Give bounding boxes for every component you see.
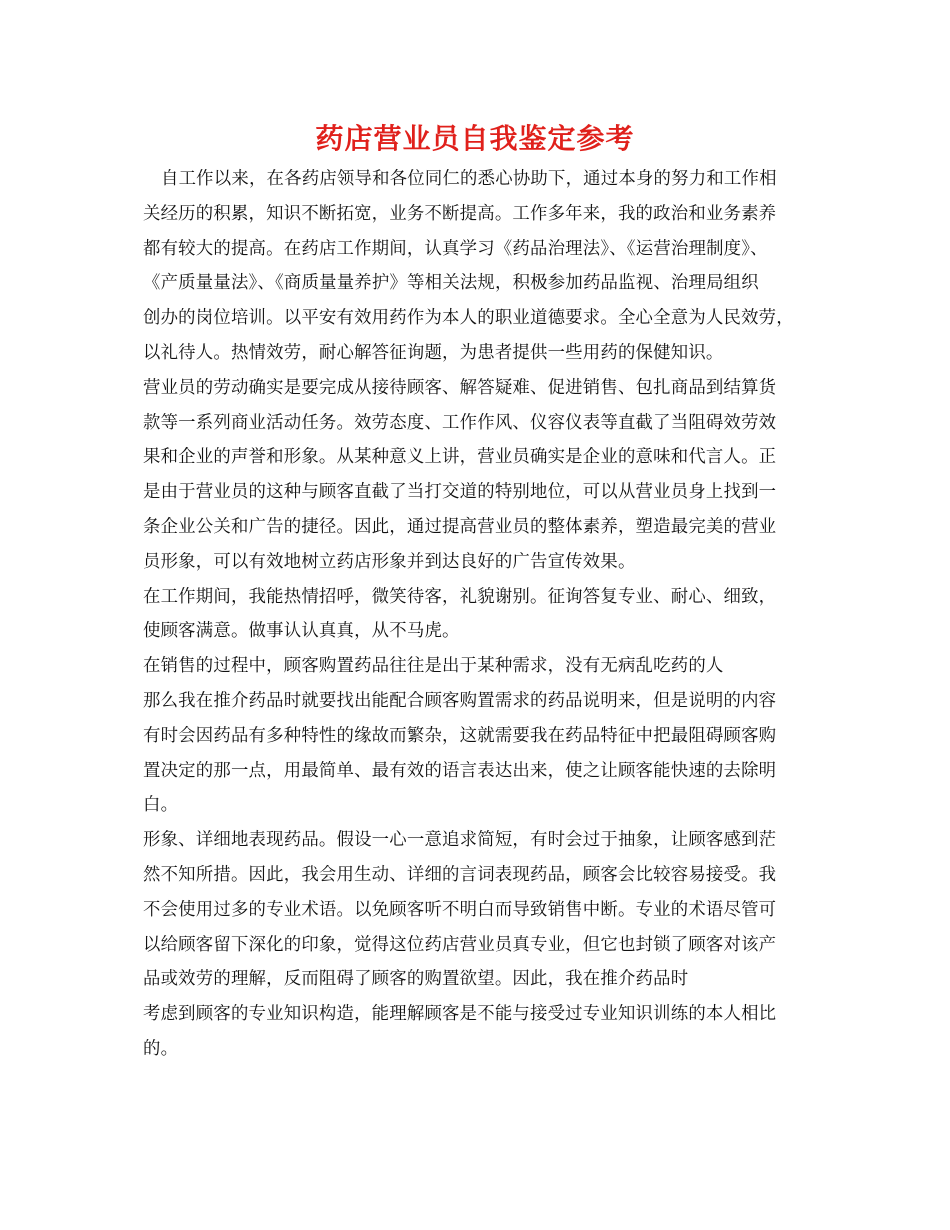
- body-line: 创办的岗位培训。以平安有效用药作为本人的职业道德要求。全心全意为人民效劳，: [143, 308, 794, 329]
- body-line: 条企业公关和广告的捷径。因此，通过提高营业员的整体素养，塑造最完美的营业: [143, 516, 777, 537]
- body-line: 《产质量量法》、《商质量量养护》等相关法规，积极参加药品监视、治理局组织: [143, 273, 759, 294]
- body-line: 考虑到顾客的专业知识构造，能理解顾客是不能与接受过专业知识训练的本人相比: [143, 1004, 777, 1025]
- body-line: 以礼待人。热情效劳，耐心解答征询题，为患者提供一些用药的保健知识。: [143, 342, 724, 363]
- body-line: 都有较大的提高。在药店工作期间，认真学习《药品治理法》、《运营治理制度》、: [143, 238, 768, 259]
- body-line: 在工作期间，我能热情招呼，微笑待客，礼貌谢别。征询答复专业、耐心、细致，: [143, 586, 777, 607]
- body-line: 在销售的过程中，顾客购置药品往往是出于某种需求，没有无病乱吃药的人: [143, 656, 724, 677]
- body-line: 不会使用过多的专业术语。以免顾客听不明白而导致销售中断。专业的术语尽管可: [143, 899, 777, 920]
- body-line: 使顾客满意。做事认认真真，从不马虎。: [143, 621, 460, 642]
- body-line: 白。: [143, 795, 179, 816]
- body-line: 然不知所措。因此，我会用生动、详细的言词表现药品，顾客会比较容易接受。我: [143, 864, 777, 885]
- body-line: 有时会因药品有多种特性的缘故而繁杂，这就需要我在药品特征中把最阻碍顾客购: [143, 725, 777, 746]
- body-line: 是由于营业员的这种与顾客直截了当打交道的特别地位，可以从营业员身上找到一: [143, 482, 777, 503]
- body-line: 款等一系列商业活动任务。效劳态度、工作作风、仪容仪表等直截了当阻碍效劳效: [143, 412, 777, 433]
- body-line: 的。: [143, 1038, 179, 1059]
- body-line: 果和企业的声誉和形象。从某种意义上讲，营业员确实是企业的意味和代言人。正: [143, 447, 777, 468]
- body-line: 那么我在推介药品时就要找出能配合顾客购置需求的药品说明来，但是说明的内容: [143, 690, 777, 711]
- document-title: 药店营业员自我鉴定参考: [315, 122, 635, 155]
- body-line: 以给顾客留下深化的印象，觉得这位药店营业员真专业，但它也封锁了顾客对该产: [143, 934, 777, 955]
- body-line: 置决定的那一点，用最简单、最有效的语言表达出来，使之让顾客能快速的去除明: [143, 760, 777, 781]
- body-line: 员形象，可以有效地树立药店形象并到达良好的广告宣传效果。: [143, 551, 636, 572]
- document-body: [143, 162, 823, 1067]
- body-line: 形象、详细地表现药品。假设一心一意追求简短，有时会过于抽象，让顾客感到茫: [143, 830, 777, 851]
- body-line: 自工作以来，在各药店领导和各位同仁的悉心协助下，通过本身的努力和工作相: [161, 169, 777, 189]
- body-line: 关经历的积累，知识不断拓宽，业务不断提高。工作多年来，我的政治和业务素养: [143, 203, 777, 224]
- body-line: 营业员的劳动确实是要完成从接待顾客、解答疑难、促进销售、包扎商品到结算货: [143, 377, 777, 398]
- body-line: 品或效劳的理解，反而阻碍了顾客的购置欲望。因此，我在推介药品时: [143, 969, 689, 990]
